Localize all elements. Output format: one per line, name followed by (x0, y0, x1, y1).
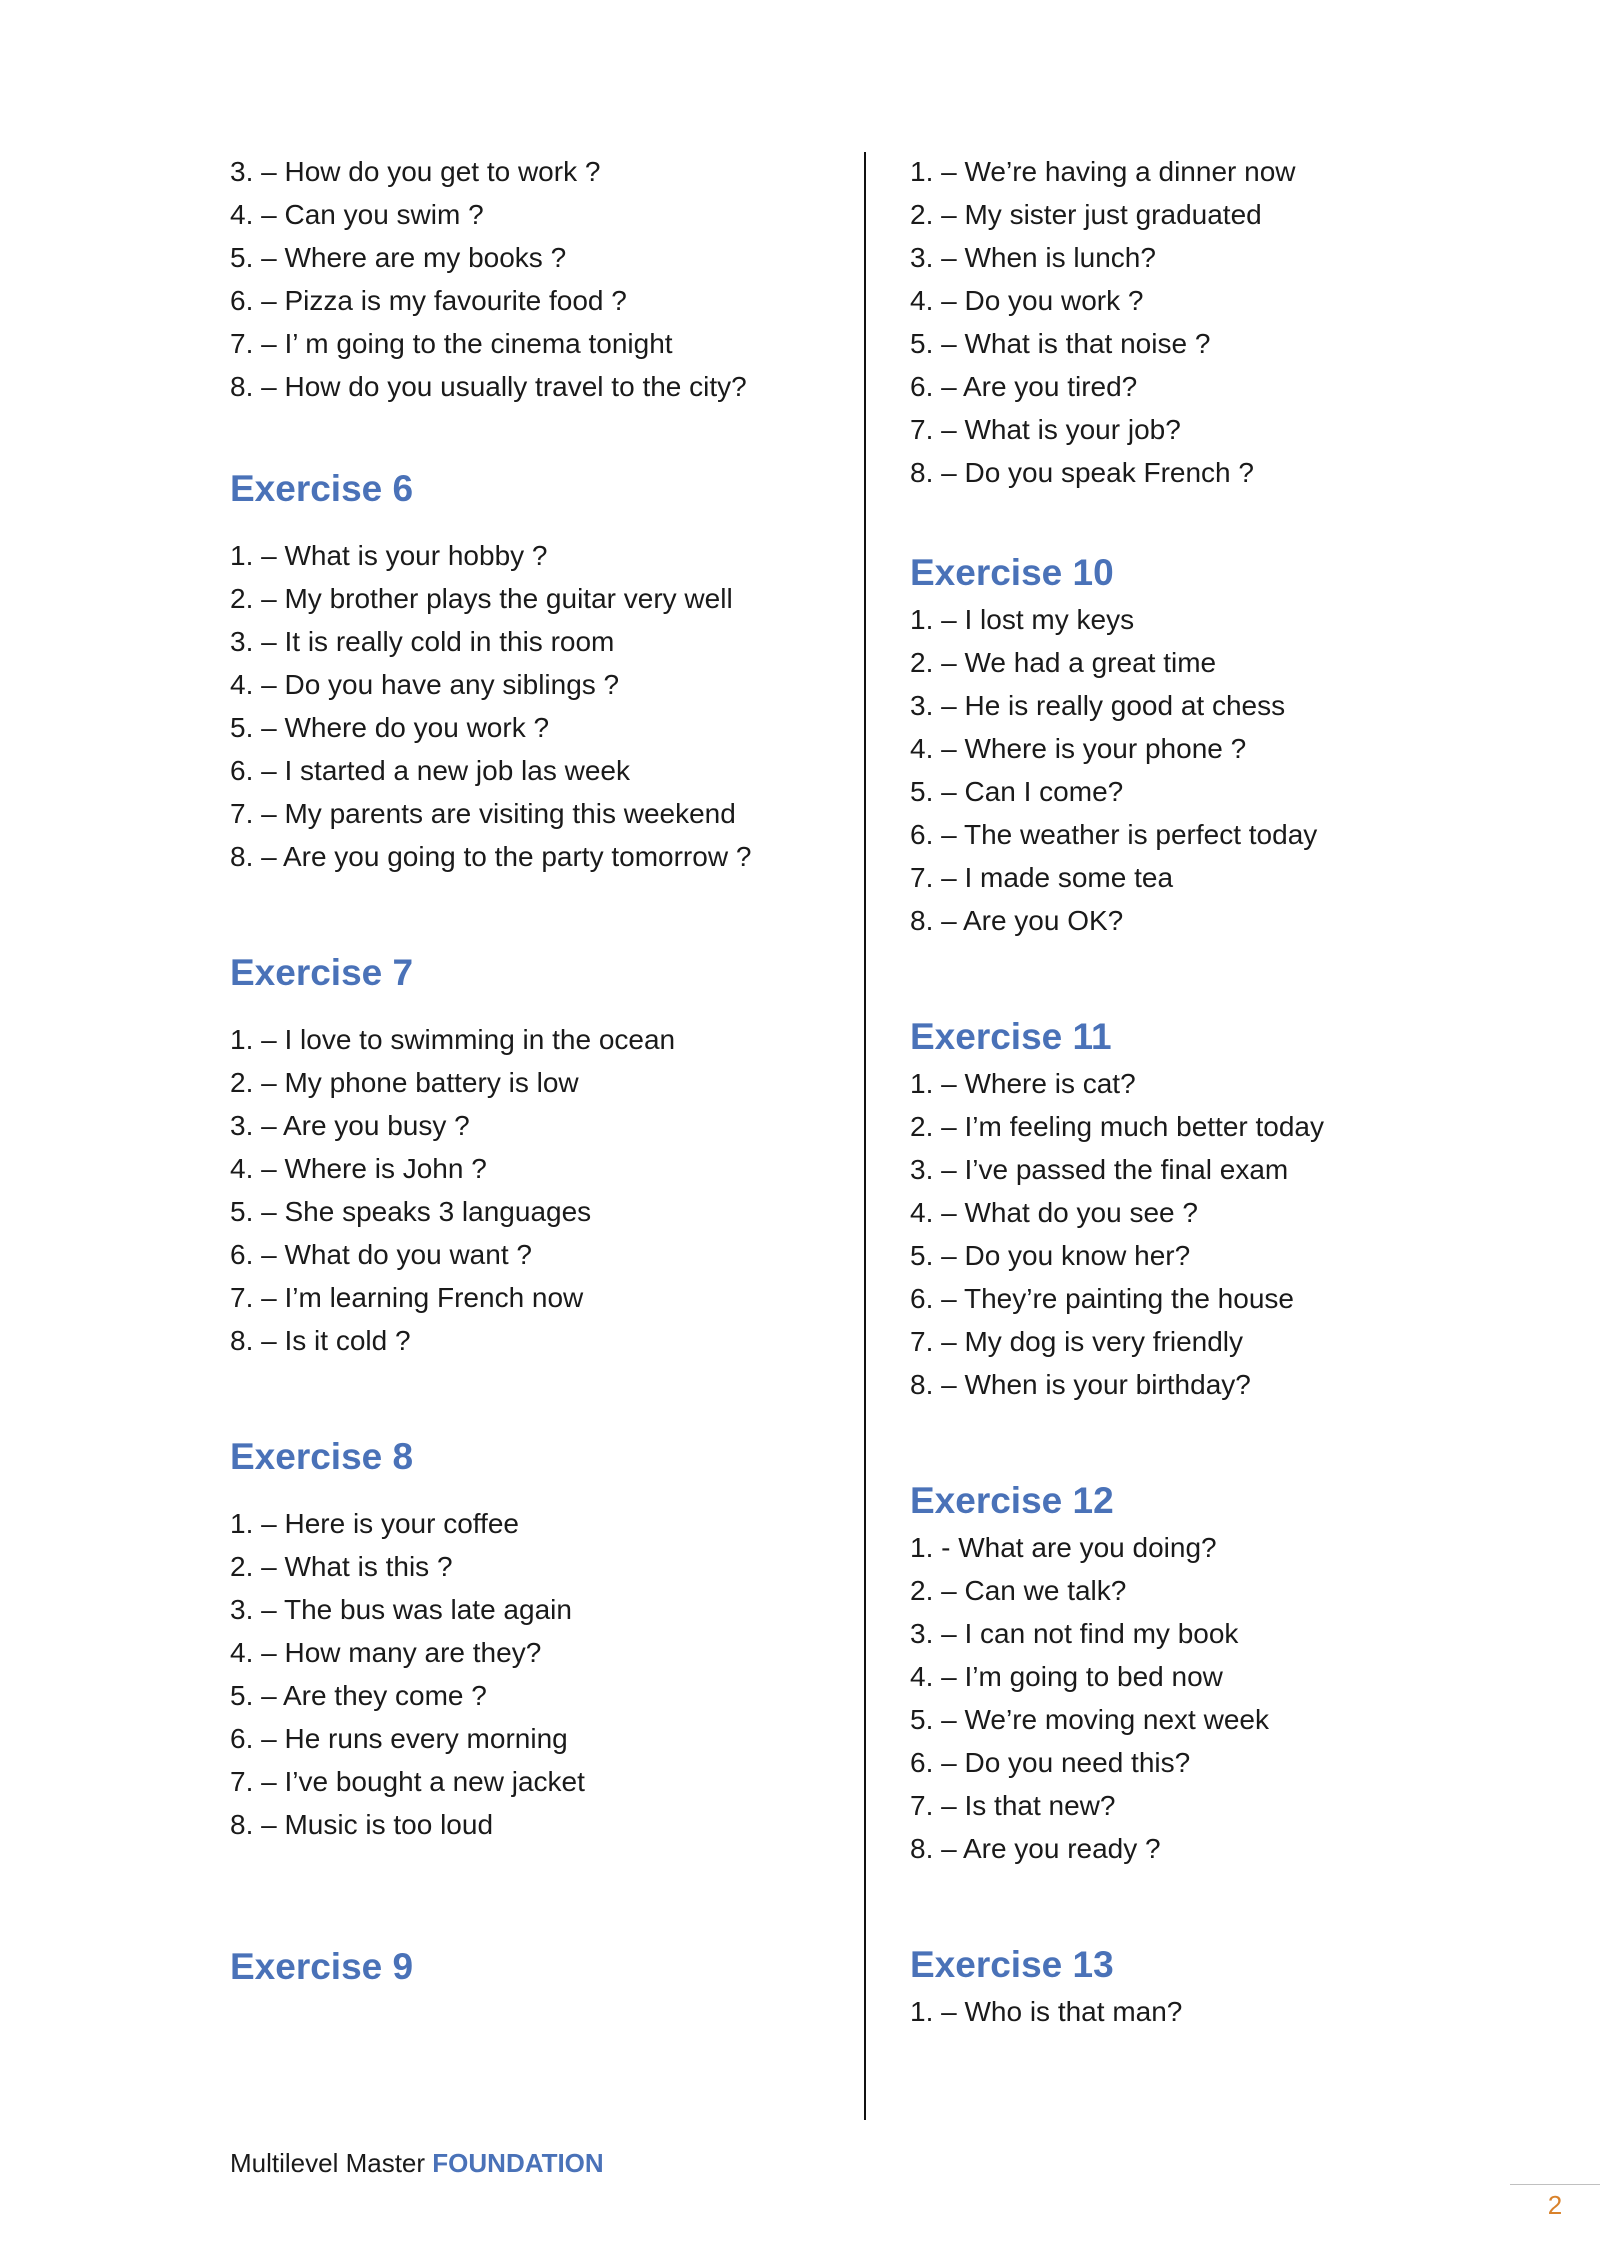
list-item: 7. – I’ m going to the cinema tonight (230, 328, 673, 359)
list-item: 6. – Do you need this? (910, 1747, 1191, 1778)
list-item: 3. – It is really cold in this room (230, 626, 615, 657)
list-item: 2. – My phone battery is low (230, 1067, 579, 1098)
list-item: 1. - What are you doing? (910, 1532, 1217, 1563)
list-item: 3. – When is lunch? (910, 242, 1156, 273)
column-divider (864, 152, 866, 2120)
list-item: 7. – I made some tea (910, 862, 1174, 893)
exercise-13 (910, 1940, 1550, 2033)
exercise-heading: Exercise 6 (230, 468, 414, 509)
list-item: 3. – He is really good at chess (910, 690, 1286, 721)
list-item: 7. – My parents are visiting this weekend (230, 798, 736, 829)
exercise-8 (230, 1432, 850, 1846)
list-item: 4. – Do you have any siblings ? (230, 669, 620, 700)
list-item: 4. – Where is your phone ? (910, 733, 1247, 764)
list-item: 7. – I’m learning French now (230, 1282, 584, 1313)
list-item: 7. – I’ve bought a new jacket (230, 1766, 585, 1797)
exercise-heading: Exercise 7 (230, 952, 414, 993)
exercise-9-continued (910, 150, 1550, 494)
list-item: 6. – The weather is perfect today (910, 819, 1318, 850)
footer-brand: FOUNDATION (432, 2148, 604, 2178)
list-item: 3. – I’ve passed the final exam (910, 1154, 1289, 1185)
list-item: 5. – What is that noise ? (910, 328, 1211, 359)
list-item: 1. – Where is cat? (910, 1068, 1136, 1099)
list-item: 5. – Are they come ? (230, 1680, 487, 1711)
exercise-heading: Exercise 11 (910, 1016, 1112, 1057)
list-item: 5. – Can I come? (910, 776, 1124, 807)
list-item: 7. – Is that new? (910, 1790, 1116, 1821)
exercise-heading: Exercise 12 (910, 1480, 1114, 1521)
list-item: 8. – How do you usually travel to the city? (230, 371, 747, 402)
list-item: 1. – What is your hobby ? (230, 540, 548, 571)
list-item: 6. – Pizza is my favourite food ? (230, 285, 627, 316)
list-item: 4. – How many are they? (230, 1637, 542, 1668)
list-item: 4. – Do you work ? (910, 285, 1144, 316)
exercise-heading: Exercise 13 (910, 1944, 1114, 1985)
list-item: 1. – We’re having a dinner now (910, 156, 1296, 187)
list-item: 6. – What do you want ? (230, 1239, 532, 1270)
list-item: 4. – I’m going to bed now (910, 1661, 1223, 1692)
footer (230, 2146, 604, 2180)
list-item: 5. – Where are my books ? (230, 242, 567, 273)
list-item: 3. – How do you get to work ? (230, 156, 601, 187)
list-item: 7. – What is your job? (910, 414, 1181, 445)
list-item: 1. – I love to swimming in the ocean (230, 1024, 676, 1055)
exercise-5-continued (230, 150, 850, 408)
list-item: 2. – My brother plays the guitar very well (230, 583, 733, 614)
list-item: 8. – Music is too loud (230, 1809, 494, 1840)
list-item: 4. – Where is John ? (230, 1153, 487, 1184)
exercise-6 (230, 464, 850, 878)
list-item: 1. – Who is that man? (910, 1996, 1183, 2027)
list-item: 3. – I can not find my book (910, 1618, 1239, 1649)
list-item: 5. – We’re moving next week (910, 1704, 1269, 1735)
exercise-10 (910, 548, 1550, 942)
list-item: 6. – He runs every morning (230, 1723, 568, 1754)
list-item: 5. – Do you know her? (910, 1240, 1191, 1271)
list-item: 7. – My dog is very friendly (910, 1326, 1244, 1357)
list-item: 8. – Do you speak French ? (910, 457, 1254, 488)
list-item: 8. – Is it cold ? (230, 1325, 411, 1356)
list-item: 2. – What is this ? (230, 1551, 453, 1582)
right-column (910, 150, 1550, 2033)
exercise-heading: Exercise 8 (230, 1436, 414, 1477)
exercise-9 (230, 1942, 850, 1992)
list-item: 5. – Where do you work ? (230, 712, 550, 743)
page-number: 2 (1547, 2190, 1563, 2220)
list-item: 6. – Are you tired? (910, 371, 1138, 402)
list-item: 1. – I lost my keys (910, 604, 1135, 635)
list-item: 5. – She speaks 3 languages (230, 1196, 592, 1227)
exercise-heading: Exercise 9 (230, 1946, 414, 1987)
list-item: 3. – The bus was late again (230, 1594, 572, 1625)
list-item: 3. – Are you busy ? (230, 1110, 470, 1141)
exercise-7 (230, 948, 850, 1362)
list-item: 2. – Can we talk? (910, 1575, 1127, 1606)
list-item: 2. – I’m feeling much better today (910, 1111, 1324, 1142)
page-number-rule (1510, 2184, 1600, 2185)
list-item: 8. – Are you ready ? (910, 1833, 1161, 1864)
list-item: 8. – Are you going to the party tomorrow ? (230, 841, 752, 872)
list-item: 1. – Here is your coffee (230, 1508, 519, 1539)
exercise-heading: Exercise 10 (910, 552, 1114, 593)
list-item: 4. – Can you swim ? (230, 199, 484, 230)
list-item: 8. – Are you OK? (910, 905, 1124, 936)
list-item: 2. – We had a great time (910, 647, 1217, 678)
exercise-12 (910, 1476, 1550, 1870)
list-item: 4. – What do you see ? (910, 1197, 1198, 1228)
left-column (230, 150, 850, 1992)
list-item: 6. – They’re painting the house (910, 1283, 1294, 1314)
exercise-11 (910, 1012, 1550, 1406)
list-item: 2. – My sister just graduated (910, 199, 1262, 230)
list-item: 6. – I started a new job las week (230, 755, 630, 786)
list-item: 8. – When is your birthday? (910, 1369, 1251, 1400)
footer-prefix: Multilevel Master (230, 2148, 433, 2178)
